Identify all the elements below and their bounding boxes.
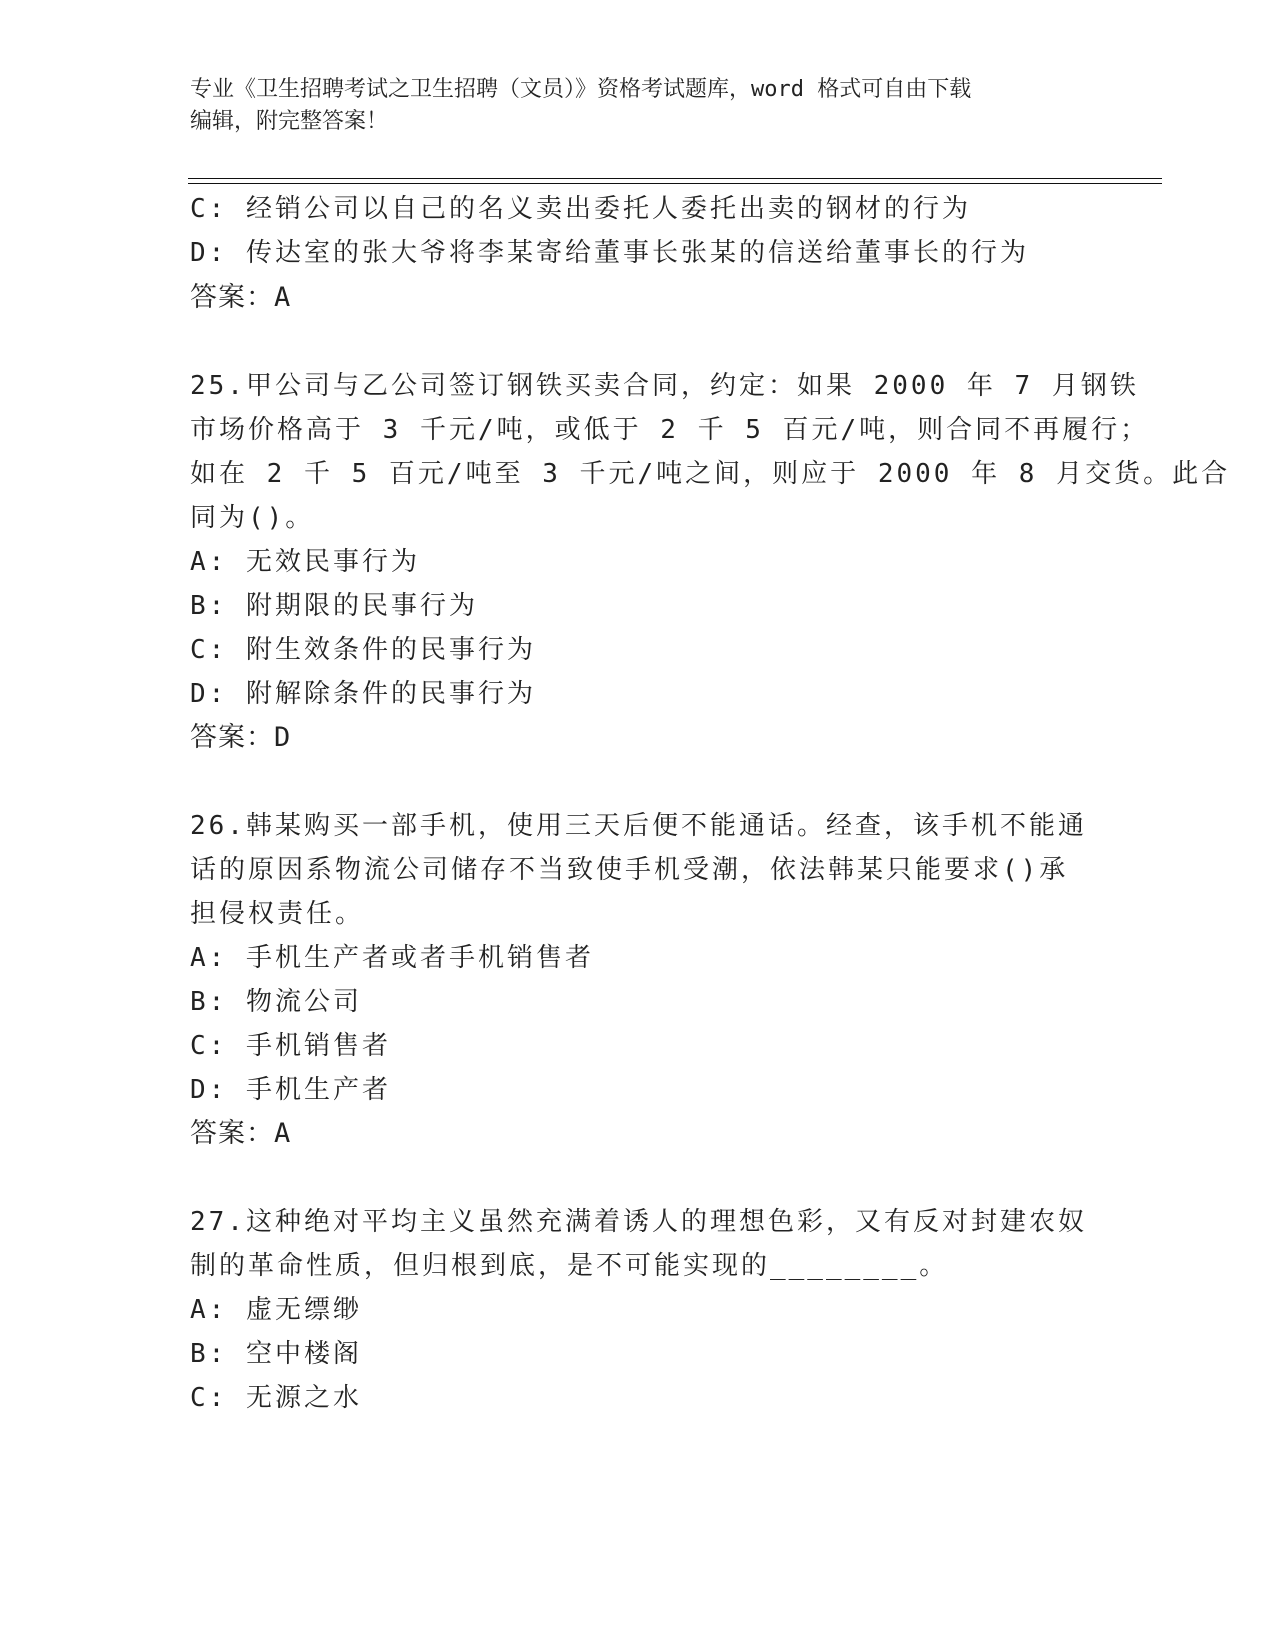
header-line-1: 专业《卫生招聘考试之卫生招聘（文员）》资格考试题库，word 格式可自由下载 <box>190 77 972 102</box>
q25-option-b: B: 附期限的民事行为 <box>190 591 478 621</box>
q26-option-d: D: 手机生产者 <box>190 1075 391 1105</box>
q27-option-c: C: 无源之水 <box>190 1383 362 1413</box>
q26-stem-line-1: 26.韩某购买一部手机，使用三天后便不能通话。经查，该手机不能通 <box>190 811 1087 841</box>
q26-option-a: A: 手机生产者或者手机销售者 <box>190 943 594 973</box>
q26-option-c: C: 手机销售者 <box>190 1031 391 1061</box>
q24-answer: 答案：A <box>190 282 292 313</box>
q25-stem-line-4: 同为()。 <box>190 503 315 533</box>
q26-stem-line-3: 担侵权责任。 <box>190 899 365 929</box>
q25-option-c: C: 附生效条件的民事行为 <box>190 635 536 665</box>
q26-answer: 答案：A <box>190 1118 292 1149</box>
q26-stem-line-2: 话的原因系物流公司储存不当致使手机受潮，依法韩某只能要求()承 <box>190 855 1069 885</box>
q25-option-a: A: 无效民事行为 <box>190 547 420 577</box>
q25-stem-line-1: 25.甲公司与乙公司签订钢铁买卖合同，约定：如果 2000 年 7 月钢铁 <box>190 371 1139 401</box>
header-divider-bottom <box>188 183 1162 184</box>
header-divider-top <box>188 178 1162 179</box>
q27-stem-line-2: 制的革命性质，但归根到底，是不可能实现的________。 <box>190 1251 949 1281</box>
q27-stem-line-1: 27.这种绝对平均主义虽然充满着诱人的理想色彩，又有反对封建农奴 <box>190 1207 1087 1237</box>
q27-option-a: A: 虚无缥缈 <box>190 1295 362 1325</box>
q24-option-c: C: 经销公司以自己的名义卖出委托人委托出卖的钢材的行为 <box>190 194 971 224</box>
q25-stem-line-3: 如在 2 千 5 百元/吨至 3 千元/吨之间，则应于 2000 年 8 月交货。此合 <box>190 459 1231 489</box>
q25-option-d: D: 附解除条件的民事行为 <box>190 679 536 709</box>
q25-stem-line-2: 市场价格高于 3 千元/吨，或低于 2 千 5 百元/吨，则合同不再履行； <box>190 415 1150 445</box>
q25-answer: 答案：D <box>190 722 292 753</box>
q26-option-b: B: 物流公司 <box>190 987 362 1017</box>
q27-option-b: B: 空中楼阁 <box>190 1339 362 1369</box>
q24-option-d: D: 传达室的张大爷将李某寄给董事长张某的信送给董事长的行为 <box>190 238 1029 268</box>
header-line-2: 编辑，附完整答案！ <box>190 109 389 134</box>
document-header <box>190 74 1090 138</box>
